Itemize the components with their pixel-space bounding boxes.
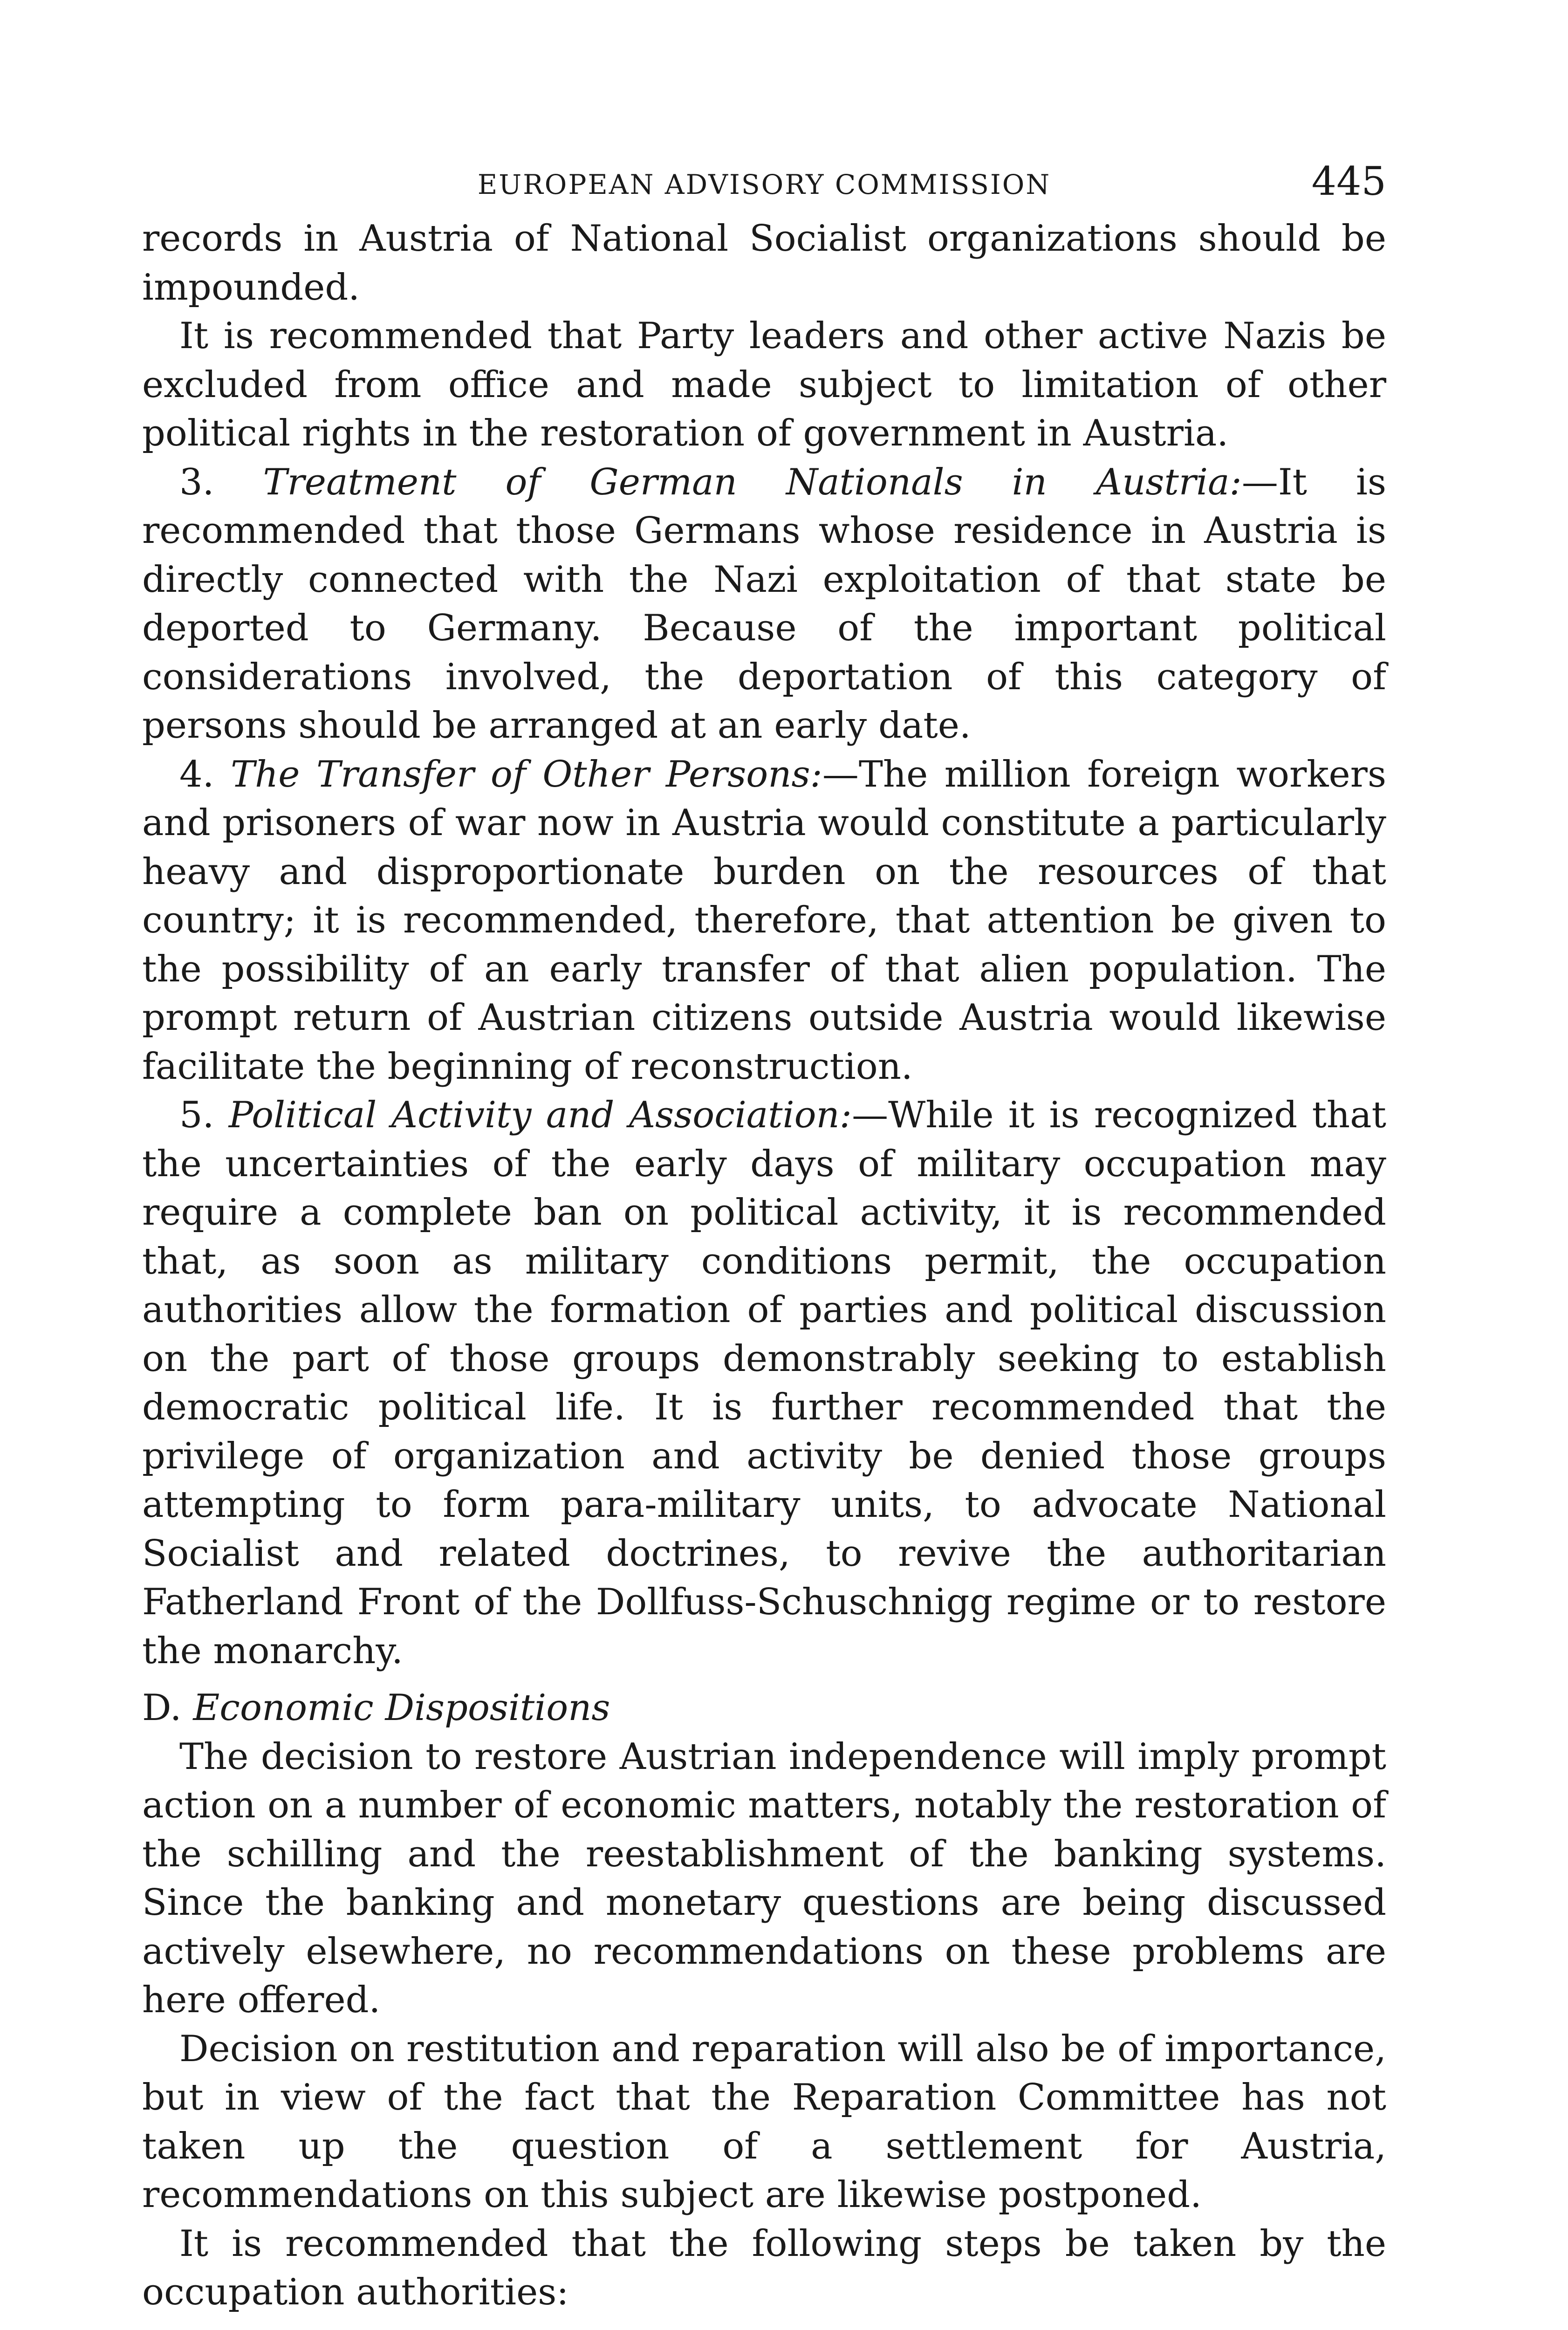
paragraph-german-nationals	[142, 458, 1386, 750]
item-text: —It is recommended that those Germans whose residence in Austria is directly connected with the Nazi exploitation of that state be deported to Germany. Because of the important political considerations involved, the deportation of this category of persons should be arranged at an early date.	[142, 461, 1386, 747]
item-title: Treatment of German Nationals in Austria:	[263, 461, 1242, 503]
document-page	[142, 154, 1386, 2330]
item-number: 3.	[179, 461, 214, 503]
item-number: 5.	[179, 1094, 214, 1136]
body-text	[142, 214, 1386, 2330]
paragraph-party-leaders: It is recommended that Party leaders and other active Nazis be excluded from office and made subject to limitation of other political rights in the restoration of government in Austria.	[142, 315, 1386, 454]
section-heading	[142, 1684, 1386, 1733]
paragraph-continuation: records in Austria of National Socialist organizations should be impounded.	[142, 218, 1386, 308]
paragraph-restitution: Decision on restitution and reparation will also be of importance, but in view of the fact that the Reparation Committee has not taken up the question of a settlement for Austria, recommendations on this subject are likewise postponed.	[142, 2028, 1386, 2216]
paragraph-recommended-steps: It is recommended that the following steps be taken by the occupation authorities:	[142, 2222, 1386, 2313]
running-head: EUROPEAN ADVISORY COMMISSION	[477, 169, 1051, 200]
paragraph-economic-controls	[142, 2327, 1386, 2330]
item-title: The Transfer of Other Persons:	[230, 753, 822, 795]
item-number: 4.	[179, 753, 214, 795]
page-header	[142, 154, 1386, 205]
section-title: Economic Dispositions	[193, 1687, 610, 1729]
item-text: —The million foreign workers and prisoners of war now in Austria would constitute a particularly heavy and disproportionate burden on the resources of that country; it is recommended, therefore, that attention be given to the possibility of an early transfer of that alien population. The prompt return of Austrian citizens outside Austria would likewise facilitate the beginning of reconstruction.	[142, 753, 1386, 1088]
paragraph-political-activity	[142, 1091, 1386, 1675]
item-text: —While it is recognized that the uncertainties of the early days of military occupation may require a complete ban on political activity, it is recommended that, as soon as military conditions permit, the occupation authorities allow the formation of parties and political discussion on the part of those groups demonstrably seeking to establish democratic political life. It is further recommended that the privilege of organization and activity be denied those groups attempting to form para-military units, to advocate National Socialist and related doctrines, to revive the authoritarian Fatherland Front of the Dollfuss-Schuschnigg regime or to restore the monarchy.	[142, 1094, 1387, 1672]
item-title: Political Activity and Association:	[228, 1094, 852, 1136]
section-letter: D.	[142, 1687, 182, 1729]
page-number: 445	[1311, 158, 1386, 204]
paragraph-transfer-persons	[142, 750, 1386, 1091]
paragraph-independence: The decision to restore Austrian independence will imply prompt action on a number of economic matters, notably the restoration of the schilling and the reestablishment of the banking systems. Since the banking and monetary questions are being discussed actively elsewhere, no recommendations on these problems are here offered.	[142, 1735, 1386, 2021]
